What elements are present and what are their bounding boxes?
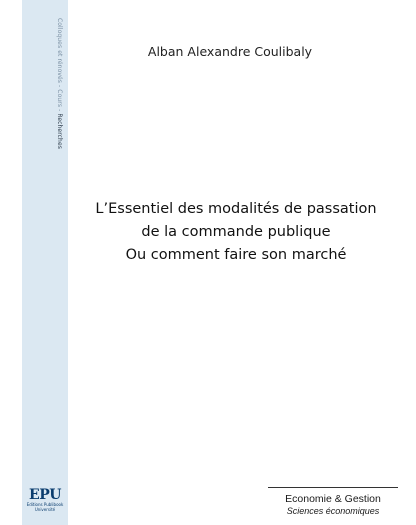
publisher-logo-mark: EPU: [29, 487, 61, 503]
publisher-logo-line2: Université: [34, 507, 56, 512]
title-line-2: de la commande publique: [141, 224, 331, 240]
publisher-logo-line1: Editions Publibook: [26, 502, 64, 507]
collection-main: Economie & Gestion: [285, 493, 381, 505]
spine-series-label: [56, 18, 63, 149]
collection-sub: Sciences économiques: [286, 506, 380, 516]
spine-series-highlight: Recherches: [56, 113, 63, 149]
author-name: Alban Alexandre Coulibaly: [147, 44, 313, 59]
collection-label: [268, 487, 398, 517]
title-line-1: L’Essentiel des modalités de passation: [95, 201, 377, 217]
publisher-logo: [26, 488, 64, 522]
spine-series-text: Colloques et rénovés - Cours -: [56, 18, 63, 114]
title-line-3: Ou comment faire son marché: [125, 247, 347, 263]
book-title: [80, 198, 392, 267]
